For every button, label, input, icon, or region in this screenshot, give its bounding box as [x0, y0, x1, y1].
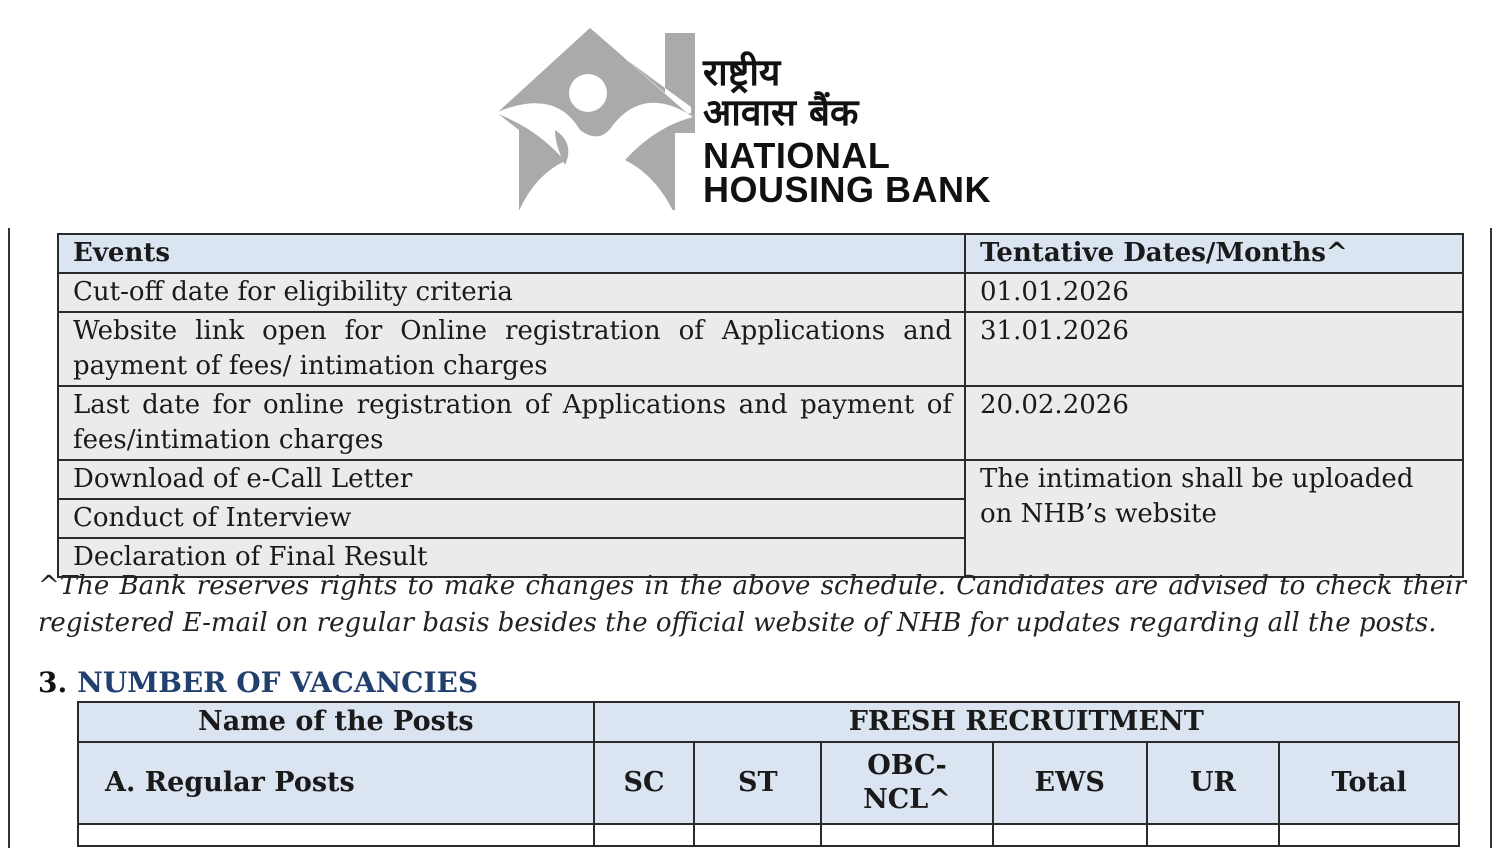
logo-hindi-line2: आवास बैंक	[703, 91, 859, 134]
events-schedule-table	[57, 233, 1464, 578]
column-header-fresh-recruitment: FRESH RECRUITMENT	[594, 702, 1459, 742]
table-row	[78, 824, 1459, 846]
column-header-obc-ncl: OBC-NCL^	[821, 742, 993, 824]
regular-posts-label: A. Regular Posts	[78, 742, 594, 824]
table-cell	[1147, 824, 1280, 846]
logo-english-line2: HOUSING BANK	[703, 169, 992, 210]
table-row	[58, 273, 1463, 312]
column-header-posts: Name of the Posts	[78, 702, 594, 742]
table-cell	[594, 824, 695, 846]
column-header-sc: SC	[594, 742, 695, 824]
table-cell	[694, 824, 821, 846]
table-cell	[821, 824, 993, 846]
column-header-events: Events	[58, 234, 965, 273]
section-number: 3.	[38, 666, 68, 699]
schedule-note: ^The Bank reserves rights to make changes in the above schedule. Candidates are advised to check their registered E-mail on regular basis besides the official website of NHB for updates regarding all the posts.	[38, 571, 1466, 638]
table-cell	[1279, 824, 1459, 846]
table-header-row	[58, 234, 1463, 273]
section-title: NUMBER OF VACANCIES	[77, 666, 479, 699]
table-cell	[78, 824, 594, 846]
date-cell: 01.01.2026	[965, 273, 1463, 312]
table-header-row	[78, 702, 1459, 742]
table-row	[58, 312, 1463, 386]
event-cell: Website link open for Online registration of Applications and payment of fees/ intimation charges	[58, 312, 965, 386]
vacancy-table	[77, 701, 1460, 847]
event-cell: Download of e-Call Letter	[58, 460, 965, 499]
table-cell	[993, 824, 1147, 846]
column-header-ews: EWS	[993, 742, 1147, 824]
table-row	[58, 460, 1463, 499]
column-header-ur: UR	[1147, 742, 1280, 824]
house-figure-icon	[495, 25, 695, 215]
event-cell: Last date for online registration of Applications and payment of fees/intimation charges	[58, 386, 965, 460]
table-header-row	[78, 742, 1459, 824]
nhb-logo	[495, 25, 1015, 215]
date-cell-merged: The intimation shall be uploaded on NHB’s website	[965, 460, 1463, 577]
logo-hindi-line1: राष्ट्रीय	[703, 51, 781, 94]
logo-english-line1: NATIONAL	[703, 135, 891, 176]
column-header-dates: Tentative Dates/Months^	[965, 234, 1463, 273]
event-cell: Conduct of Interview	[58, 499, 965, 538]
column-header-total: Total	[1279, 742, 1459, 824]
date-cell: 20.02.2026	[965, 386, 1463, 460]
section-heading	[38, 664, 478, 702]
table-row	[58, 386, 1463, 460]
logo-text	[703, 51, 992, 210]
date-cell: 31.01.2026	[965, 312, 1463, 386]
event-cell: Cut-off date for eligibility criteria	[58, 273, 965, 312]
event-cell: Declaration of Final Result	[58, 538, 965, 577]
column-header-st: ST	[694, 742, 821, 824]
